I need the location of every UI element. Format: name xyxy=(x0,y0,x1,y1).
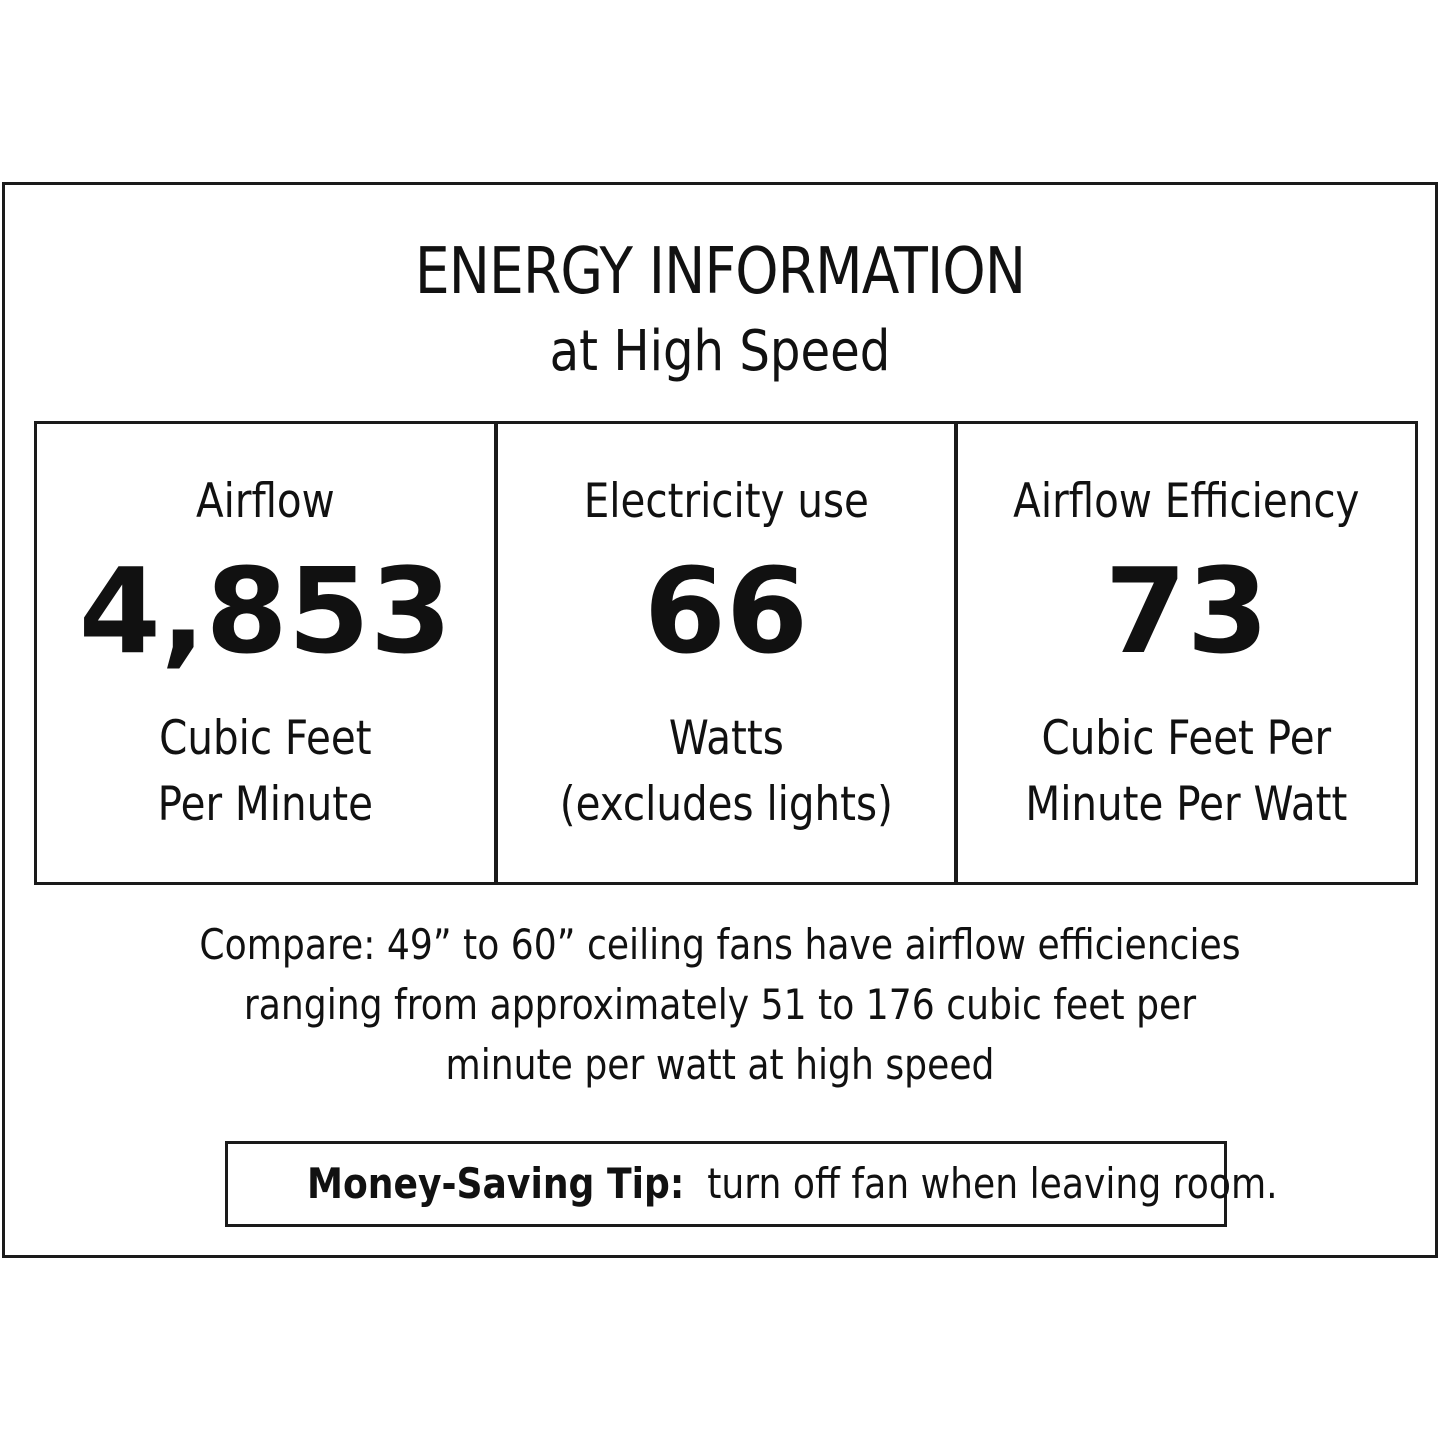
compare-line: minute per watt at high speed xyxy=(445,1040,995,1089)
compare-line: Compare: 49” to 60” ceiling fans have airflow efficiencies xyxy=(199,920,1241,969)
stat-value: 4,853 xyxy=(78,542,452,680)
stat-unit xyxy=(530,706,923,838)
compare-note xyxy=(105,915,1335,1095)
stat-airflow-efficiency xyxy=(954,424,1415,882)
stat-unit-line: Cubic Feet Per xyxy=(1041,711,1332,766)
stat-label: Electricity use xyxy=(583,474,869,529)
stat-label: Airflow xyxy=(195,474,335,529)
tip-text: turn off fan when leaving room. xyxy=(684,1159,1278,1208)
stat-label: Airflow Efficiency xyxy=(1013,474,1360,529)
money-saving-tip xyxy=(225,1141,1278,1227)
tip-content xyxy=(307,1144,1278,1224)
stat-unit-line: (excludes lights) xyxy=(559,777,893,832)
tip-label: Money-Saving Tip: xyxy=(307,1159,685,1208)
stat-electricity-use xyxy=(494,424,955,882)
energy-label xyxy=(2,182,1438,1258)
compare-line: ranging from approximately 51 to 176 cubic feet per xyxy=(243,980,1197,1029)
label-title: ENERGY INFORMATION xyxy=(414,235,1026,309)
stat-unit xyxy=(69,706,462,838)
stat-airflow xyxy=(37,424,494,882)
stat-unit-line: Minute Per Watt xyxy=(1025,777,1348,832)
label-subtitle: at High Speed xyxy=(549,319,891,384)
stat-unit-line: Cubic Feet xyxy=(159,711,372,766)
stats-table xyxy=(34,421,1418,885)
stat-unit xyxy=(990,706,1383,838)
stat-unit-line: Watts xyxy=(668,711,784,766)
stat-value: 73 xyxy=(1104,542,1269,680)
stat-value: 66 xyxy=(643,542,809,680)
stat-unit-line: Per Minute xyxy=(157,777,374,832)
